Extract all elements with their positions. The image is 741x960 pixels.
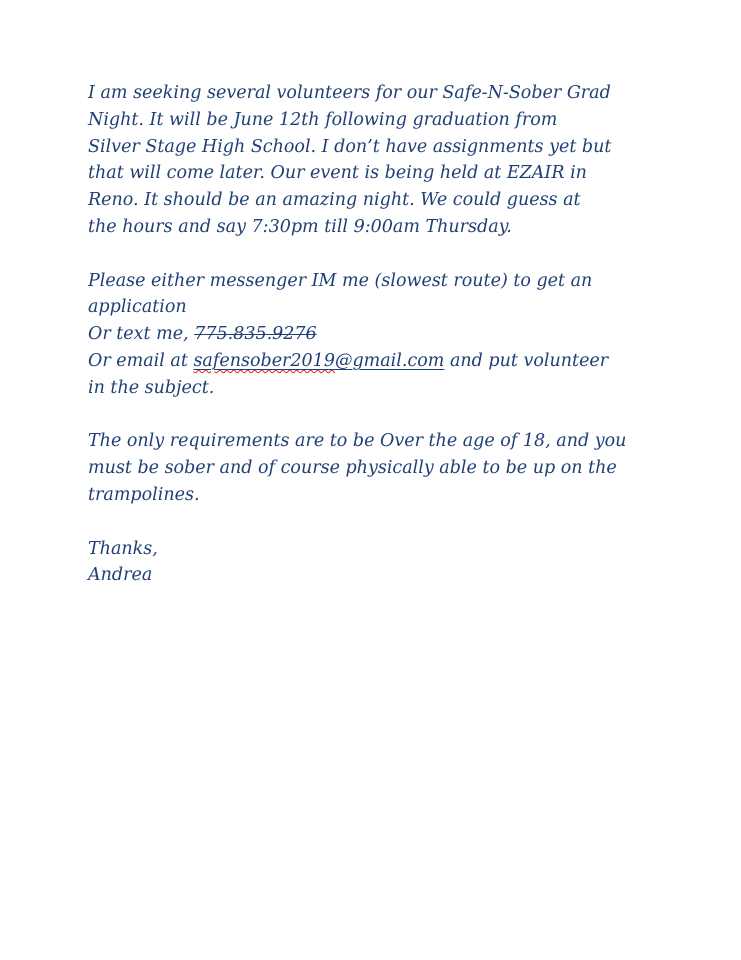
text-line: Night. It will be June 12th following graduation from [88, 109, 558, 130]
email-domain: @gmail.com [334, 350, 445, 371]
text-prefix: Or text me, [88, 324, 195, 345]
signature: Andrea [88, 565, 153, 586]
paragraph-requirements [88, 428, 688, 508]
paragraph-contact [88, 268, 688, 402]
text-line: Reno. It should be an amazing night. We could guess at [88, 190, 581, 211]
text-line [88, 348, 688, 375]
text-line [88, 321, 688, 348]
email-prefix: Or email at [88, 350, 194, 371]
email-suffix: and put volunteer [444, 350, 609, 371]
text-line: that will come later. Our event is being held at EZAIR in [88, 163, 587, 184]
closing: Thanks, [88, 538, 158, 559]
text-line: The only requirements are to be Over the age of 18, and you [88, 431, 627, 452]
text-line: in the subject. [88, 377, 215, 398]
text-line: trampolines. [88, 484, 200, 505]
text-line: Silver Stage High School. I don’t have assignments yet but [88, 136, 612, 157]
paragraph-intro [88, 80, 688, 241]
phone-number[interactable]: 775.835.9276 [194, 324, 317, 345]
text-line: must be sober and of course physically able to be up on the [88, 458, 617, 479]
email-user: safensober2019 [193, 350, 335, 371]
text-line: I am seeking several volunteers for our Safe-N-Sober Grad [88, 83, 611, 103]
letter-body [88, 80, 688, 616]
email-link[interactable] [193, 351, 444, 371]
paragraph-signoff [88, 536, 688, 590]
text-line: the hours and say 7:30pm till 9:00am Thursday. [88, 216, 512, 237]
text-line: Please either messenger IM me (slowest route) to get an [88, 270, 593, 291]
text-line: application [88, 297, 187, 318]
